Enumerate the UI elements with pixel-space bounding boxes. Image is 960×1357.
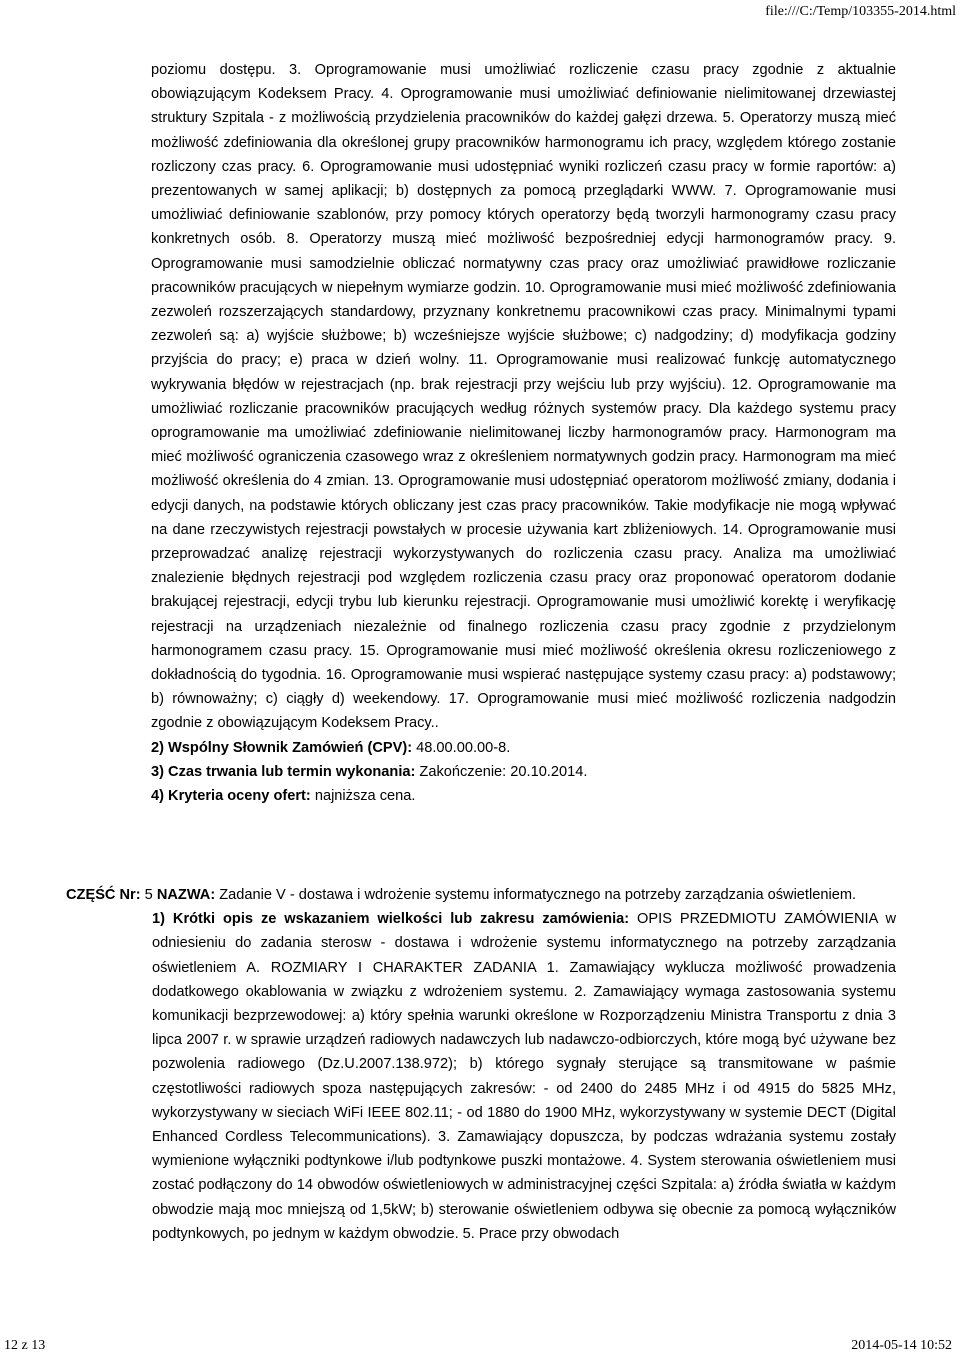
- page-header-url: file:///C:/Temp/103355-2014.html: [765, 4, 956, 19]
- part-name-label: NAZWA:: [156, 887, 216, 903]
- part-description: [66, 907, 896, 1246]
- part-name-value: Zadanie V - dostawa i wdrożenie systemu informatycznego na potrzeby zarządzania oświetleniem.: [215, 887, 857, 903]
- criteria-field: [151, 784, 896, 808]
- part-desc-label: 1) Krótki opis ze wskazaniem wielkości lub zakresu zamówienia:: [152, 911, 630, 928]
- part-label: CZĘŚĆ Nr:: [66, 887, 141, 903]
- cpv-value: 48.00.00.00-8.: [412, 739, 511, 756]
- criteria-value: najniższa cena.: [310, 788, 416, 805]
- cpv-label: 2) Wspólny Słownik Zamówień (CPV):: [151, 739, 413, 756]
- part-number: 5: [140, 887, 157, 903]
- print-datetime: 2014-05-14 10:52: [851, 1338, 952, 1353]
- part-section: [66, 883, 896, 1246]
- cpv-field: [151, 736, 896, 760]
- duration-value: Zakończenie: 20.10.2014.: [415, 763, 588, 780]
- part-heading: [66, 883, 896, 907]
- criteria-label: 4) Kryteria oceny ofert:: [151, 788, 311, 805]
- page-number: 12 z 13: [4, 1338, 46, 1353]
- part-desc-value: OPIS PRZEDMIOTU ZAMÓWIENIA w odniesieniu do zadania sterosw - dostawa i wdrożenie systemu informatycznego na potrzeby zarządzania oświetleniem A. ROZMIARY I CHARAKTER ZADANIA 1. Zamawiający wyklucza możliwość prowadzenia dodatkowego okablowania w związku z wdrożeniem systemu. 2. Zamawiający wymaga zastosowania systemu komunikacji bezprzewodowej: a) który spełnia warunki określone w Rozporządzeniu Ministra Transportu z dnia 3 lipca 2007 r. w sprawie urządzeń radiowych nadawczych lub nadawczo-odbiorczych, które mogą być używane bez pozwolenia radiowego (Dz.U.2007.138.972); b) którego sygnały sterujące są transmitowane w paśmie częstotliwości radiowych spoza następujących zakresów: - od 2400 do 2485 MHz i od 4915 do 5825 MHz, wykorzystywany w sieciach WiFi IEEE 802.11; - od 1880 do 1900 MHz, wykorzystywany w systemie DECT (Digital Enhanced Cordless Telecommunications). 3. Zamawiający dopuszcza, by podczas wdrażania systemu zostały wymienione wyłączniki podtynkowe i/lub podtynkowe puszki montażowe. 4. System sterowania oświetleniem musi zostać podłączony do 14 obwodów oświetleniowych w administracyjnej części Szpitala: a) źródła światła w każdym obwodzie mają moc mniejszą od 1,5kW; b) sterowanie oświetleniem odbywa się obecnie za pomocą wyłączników podtynkowych, po jednym w każdym obwodzie. 5. Prace przy obwodach: [152, 911, 896, 1242]
- duration-label: 3) Czas trwania lub termin wykonania:: [151, 763, 416, 780]
- requirements-paragraph: poziomu dostępu. 3. Oprogramowanie musi umożliwiać rozliczenie czasu pracy zgodnie z aktualnie obowiązującym Kodeksem Pracy. 4. Oprogramowanie musi umożliwiać definiowanie nielimitowanej drzewiastej struktury Szpitala - z możliwością przydzielenia pracowników do każdej gałęzi drzewa. 5. Operatorzy muszą mieć możliwość zdefiniowania dla określonej grupy pracowników harmonogramu ich pracy, względem którego zostanie rozliczony czas pracy. 6. Oprogramowanie musi udostępniać wyniki rozliczeń czasu pracy w formie raportów: a) prezentowanych w samej aplikacji; b) dostępnych za pomocą przeglądarki WWW. 7. Oprogramowanie musi umożliwiać definiowanie szablonów, przy pomocy których operatorzy będą tworzyli harmonogramy czasu pracy konkretnych osób. 8. Operatorzy muszą mieć możliwość bezpośredniej edycji harmonogramów pracy. 9. Oprogramowanie musi samodzielnie obliczać normatywny czas pracy oraz umożliwiać prawidłowe rozliczanie pracowników pracujących w niepełnym wymiarze godzin. 10. Oprogramowanie musi mieć możliwość zdefiniowania zezwoleń rozszerzających standardowy, przyznany konkretnemu pracownikowi czas pracy. Minimalnymi typami zezwoleń są: a) wyjście służbowe; b) wcześniejsze wyjście służbowe; c) nadgodziny; d) modyfikacja godziny przyjścia do pracy; e) praca w dzień wolny. 11. Oprogramowanie musi realizować funkcję automatycznego wykrywania błędów w rejestracjach (np. brak rejestracji przy wejściu lub przy wyjściu). 12. Oprogramowanie ma umożliwiać rozliczanie pracowników pracujących według różnych systemów pracy. Dla każdego systemu pracy oprogramowanie ma umożliwiać zdefiniowanie nielimitowanej liczby harmonogramów pracy. Harmonogram ma mieć możliwość ograniczenia czasowego wraz z określeniem normatywnych godzin pracy. Harmonogram ma mieć możliwość określenia do 4 zmian. 13. Oprogramowanie musi udostępniać operatorom możliwość zmiany, dodania i edycji danych, na podstawie których obliczany jest czas pracy pracowników. Takie modyfikacje nie mogą wpływać na dane rzeczywistych rejestracji powstałych w procesie używania kart zbliżeniowych. 14. Oprogramowanie musi przeprowadzać analizę rejestracji wykorzystywanych do rozliczenia czasu pracy. Analiza ma umożliwiać znalezienie błędnych rejestracji pod względem rozliczenia czasu pracy oraz proponować operatorom dodanie brakującej rejestracji, edycji trybu lub kierunku rejestracji. Oprogramowanie musi umożliwić korektę i weryfikację rejestracji na urządzeniach niezależnie od finalnego rozliczenia czasu pracy zgodnie z przydzielonym harmonogramem czasu pracy. 15. Oprogramowanie musi mieć możliwość określenia okresu rozliczeniowego z dokładnością do tygodnia. 16. Oprogramowanie musi wspierać następujące systemy czasu pracy: a) podstawowy; b) równoważny; c) ciągły d) weekendowy. 17. Oprogramowanie musi mieć możliwość rozliczenia nadgodzin zgodnie z obowiązującym Kodeksem Pracy..: [151, 62, 896, 732]
- document-body: [151, 58, 896, 808]
- duration-field: [151, 760, 896, 784]
